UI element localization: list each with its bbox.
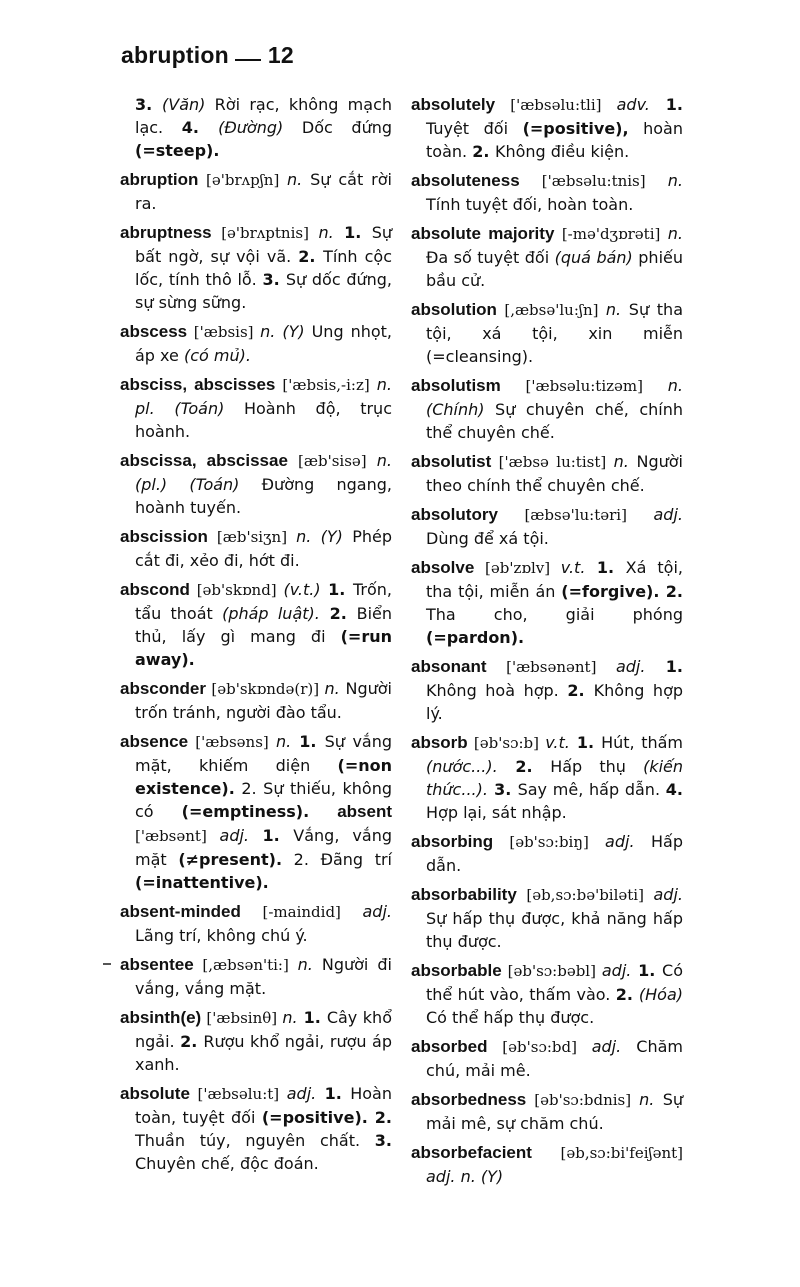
grammar-label: n. — [297, 955, 313, 974]
definition-text: Sự vắng mặt, khiếm diện — [135, 732, 393, 775]
definition-text: Hợp lại, sát nhập. — [426, 803, 567, 822]
dictionary-entry — [120, 900, 392, 947]
bold-text: (≠present). — [178, 850, 283, 869]
headword: absonant — [411, 657, 487, 676]
pronunciation: [əb'sɔ:bd] — [487, 1038, 592, 1056]
definition-text — [309, 802, 337, 821]
headword: absolution — [411, 300, 497, 319]
grammar-label: n. — [276, 732, 292, 751]
grammar-label: adj. n. (Y) — [426, 1167, 504, 1186]
definition-text: Không điều kiện. — [494, 142, 630, 161]
pronunciation: [ə'brʌpʃn] — [198, 171, 287, 189]
definition-text: Đường ngang, hoành tuyến. — [135, 475, 392, 517]
headword: absolute majority — [411, 224, 555, 243]
bold-text: (=non existence). — [135, 756, 392, 798]
definition-text: Biển thủ, lấy gì mang đi — [135, 604, 393, 646]
dictionary-entry — [411, 374, 683, 444]
definition-text: Dốc đứng — [283, 118, 393, 137]
bold-text: 2. — [615, 985, 639, 1004]
headword: absconder — [120, 679, 206, 698]
bold-text: (=pardon). — [426, 628, 525, 647]
grammar-label: n. (Y) — [296, 527, 343, 546]
bold-text: 3. — [487, 780, 518, 799]
grammar-label: v.t. — [545, 733, 570, 752]
dictionary-entry — [120, 730, 392, 894]
grammar-label: adv. — [616, 95, 650, 114]
definition-text: Hút, thấm — [601, 733, 683, 752]
definition-text: Trốn, tẩu thoát — [135, 580, 392, 623]
dictionary-entry — [411, 93, 683, 163]
pronunciation: ['æbsinθ] — [201, 1009, 283, 1027]
dictionary-entry — [120, 373, 392, 443]
pronunciation: [,æbsən'ti:] — [193, 956, 298, 974]
bold-text: (=positive). — [261, 1108, 368, 1127]
headword: abruption — [120, 170, 199, 189]
italic-text: (Đường) — [218, 118, 284, 137]
dictionary-entry — [120, 1006, 392, 1076]
definition-text: Rượu khổ ngải, rượu áp xanh. — [135, 1032, 392, 1074]
grammar-label: adj. — [286, 1084, 317, 1103]
definition-text: 2. Sự thiếu, không có — [135, 779, 392, 821]
definition-text: Dùng để xá tội. — [426, 529, 549, 548]
bold-text: 1. — [249, 826, 294, 845]
grammar-label: n. — [318, 223, 334, 242]
bold-text: 1. — [585, 558, 626, 577]
grammar-label: adj. — [591, 1037, 622, 1056]
pronunciation: ['æbsəns] — [188, 733, 277, 751]
definition-text: Lãng trí, không chú ý. — [135, 926, 308, 945]
grammar-label: n. — [639, 1090, 655, 1109]
grammar-label: adj. — [653, 505, 683, 524]
pronunciation: ['æbsə lu:tist] — [491, 453, 614, 471]
grammar-label: n. — [286, 170, 303, 189]
bold-text: 1. — [333, 223, 372, 242]
headword: absolute — [120, 1084, 190, 1103]
bold-text: (=inattentive). — [135, 873, 269, 892]
header-word: abruption — [121, 42, 229, 68]
bold-text: 4. — [665, 780, 683, 799]
definition-text: Tính cộc lốc, tính thô lỗ. — [135, 247, 393, 289]
definition-text: Hoành độ, trục hoành. — [135, 399, 392, 441]
grammar-label: (v.t.) — [283, 580, 321, 599]
pronunciation: [-maindid] — [240, 903, 363, 921]
definition-text: Sự hấp thụ được, khả năng hấp thụ được. — [426, 909, 683, 951]
pronunciation: [əb'sɔ:biŋ] — [493, 833, 606, 851]
definition-text: Sự mải mê, sự chăm chú. — [426, 1090, 683, 1133]
bold-text: 3. — [262, 270, 286, 289]
bold-text: (=forgive). — [561, 582, 660, 601]
italic-text: (nước...). — [426, 757, 498, 776]
italic-text: (Hóa) — [638, 985, 684, 1004]
bold-text: 2. — [367, 1108, 392, 1127]
bold-text: (=run away). — [135, 627, 392, 669]
definition-text: Người đi vắng, vắng mặt. — [135, 955, 392, 998]
page-number: 12 — [267, 42, 294, 68]
dictionary-entry — [120, 168, 392, 215]
definition-text: Cây khổ ngải. — [135, 1008, 392, 1051]
definition-text: Rời rạc, không mạch lạc. — [135, 95, 393, 137]
bold-text: 2. — [319, 604, 357, 623]
definition-text: Tuyệt đối — [426, 119, 523, 138]
dictionary-entry — [411, 959, 683, 1029]
bold-text: 1. — [645, 657, 683, 676]
bold-text: 2. — [298, 247, 324, 266]
definition-text: hoàn toàn. — [426, 119, 683, 161]
left-column — [120, 93, 392, 1181]
headword: absent-minded — [120, 902, 241, 921]
grammar-label: adj. — [601, 961, 632, 980]
bold-text: 1. — [316, 1084, 351, 1103]
definition-text: Không hoà hợp. — [426, 681, 568, 700]
headword: absolutism — [411, 376, 501, 395]
dictionary-entry — [411, 655, 683, 725]
definition-text: Chăm chú, mải mê. — [426, 1037, 683, 1080]
bold-text: 2. — [180, 1032, 204, 1051]
definition-text: Sự tha tội, xá tội, xin miễn (=cleansing). — [426, 300, 683, 366]
definition-text: Có thể hấp thụ được. — [426, 1008, 595, 1027]
definition-text: Người theo chính thể chuyên chế. — [426, 452, 683, 495]
dictionary-entry — [120, 320, 392, 367]
dictionary-entry — [411, 883, 683, 953]
bold-text: 1. — [631, 961, 663, 980]
headword: absorbed — [411, 1037, 488, 1056]
definition-text: Người trốn tránh, người đào tẩu. — [135, 679, 392, 722]
bold-text: 2. — [497, 757, 551, 776]
grammar-label: n. pl. (Toán) — [135, 375, 392, 418]
grammar-label: n. (Chính) — [426, 376, 683, 419]
dictionary-entry — [411, 556, 683, 649]
pronunciation: [əb,sɔ:bə'biləti] — [516, 886, 654, 904]
pronunciation: ['æbsis] — [187, 323, 261, 341]
headword: absorbing — [411, 832, 494, 851]
dictionary-entry — [411, 1035, 683, 1082]
dictionary-entry — [120, 953, 392, 1000]
bold-text: 1. — [320, 580, 353, 599]
dictionary-entry — [411, 222, 683, 292]
headword: absoluteness — [411, 171, 520, 190]
grammar-label: n. — [282, 1008, 298, 1027]
definition-text: Vắng, vắng mặt — [135, 826, 392, 869]
headword: absorbedness — [411, 1090, 527, 1109]
right-column — [411, 93, 683, 1194]
pronunciation: [æbsə'lu:təri] — [497, 506, 654, 524]
pronunciation: [əb'sɔ:bdnis] — [526, 1091, 640, 1109]
grammar-label: adj. — [653, 885, 683, 904]
definition-text: Thuần túy, nguyên chất. — [135, 1131, 375, 1150]
dictionary-entry — [120, 677, 392, 724]
dictionary-entry — [411, 1141, 683, 1188]
pronunciation: [æb'sisə] — [287, 452, 377, 470]
dictionary-entry — [411, 450, 683, 497]
pronunciation: ['æbsənənt] — [486, 658, 616, 676]
headword: absolve — [411, 558, 475, 577]
grammar-label: n. — [667, 224, 683, 243]
bold-text: 1. — [569, 733, 602, 752]
italic-text: (Văn) — [162, 95, 206, 114]
bold-text: 2. — [567, 681, 594, 700]
pronunciation: ['æbsəlu:tizəm] — [500, 377, 668, 395]
bold-text: 1. — [291, 732, 325, 751]
definition-text: Không hợp lý. — [426, 681, 684, 723]
definition-text: Sự bất ngờ, sự vội vã. — [135, 223, 392, 266]
dictionary-entry — [120, 578, 392, 671]
headword: abscess — [120, 322, 188, 341]
grammar-label: adj. — [605, 832, 635, 851]
headword: absorbability — [411, 885, 517, 904]
bold-text: 1. — [297, 1008, 327, 1027]
pronunciation: [əb'skɒnd] — [189, 581, 284, 599]
bold-text: (=steep). — [135, 141, 220, 160]
bold-text: 2. — [472, 142, 495, 161]
pronunciation: [əb'sɔ:bəbl] — [501, 962, 602, 980]
grammar-label: n. (Y) — [260, 322, 305, 341]
headword: abscissa, abscissae — [120, 451, 288, 470]
headword: absolutely — [411, 95, 496, 114]
headword: absorbefacient — [411, 1143, 532, 1162]
dictionary-entry — [120, 1082, 392, 1175]
headword: absorb — [411, 733, 468, 752]
grammar-label: n. (pl.) (Toán) — [135, 451, 392, 494]
dictionary-entry — [411, 731, 683, 824]
dictionary-entry — [120, 449, 392, 519]
grammar-label: adj. — [615, 657, 646, 676]
definition-text: Có thể hút vào, thấm vào. — [426, 961, 683, 1004]
pronunciation: [,æbsə'lu:ʃn] — [496, 301, 606, 319]
header-rule — [235, 59, 261, 61]
page-header — [121, 42, 294, 69]
bold-text: 3. — [135, 95, 162, 114]
bold-text: 1. — [649, 95, 683, 114]
pronunciation: [əb'zɒlv] — [474, 559, 561, 577]
pronunciation: ['æbsəlu:t] — [189, 1085, 287, 1103]
pronunciation: [əb'skɒndə(r)] — [205, 680, 325, 698]
pronunciation: [əb'sɔ:b] — [467, 734, 546, 752]
italic-text: (kiến thức...). — [426, 757, 683, 799]
headword: absentee — [120, 955, 194, 974]
pronunciation: [ə'brʌptnis] — [211, 224, 319, 242]
dictionary-entry — [411, 169, 683, 216]
dictionary-entry — [411, 298, 683, 368]
entry-continuation — [120, 93, 392, 162]
grammar-label: n. — [605, 300, 622, 319]
definition-text: Say mê, hấp dẫn. — [517, 780, 666, 799]
headword: abruptness — [120, 223, 212, 242]
bold-text: 2. — [659, 582, 684, 601]
definition-text: Chuyên chế, độc đoán. — [135, 1154, 319, 1173]
definition-text: Tha cho, giải phóng — [426, 605, 683, 624]
grammar-label: n. — [324, 679, 340, 698]
definition-text: Hấp dẫn. — [426, 832, 684, 875]
definition-text: Hấp thụ — [550, 757, 644, 776]
definition-text: Sự dốc đứng, sự sừng sững. — [135, 270, 393, 312]
pronunciation: [əb,sɔ:bi'feiʃənt] — [531, 1144, 683, 1162]
headword: absorbable — [411, 961, 502, 980]
definition-text: phiếu bầu cử. — [426, 248, 683, 290]
pronunciation: ['æbsənt] — [135, 827, 220, 845]
italic-text: (có mủ). — [183, 346, 251, 365]
definition-text: 2. Đãng trí — [282, 850, 393, 869]
definition-text: Phép cắt đi, xẻo đi, hớt đi. — [135, 527, 393, 570]
pronunciation: ['æbsəlu:tli] — [495, 96, 617, 114]
dictionary-entry — [411, 1088, 683, 1135]
dictionary-entry — [120, 221, 392, 314]
grammar-label: adj. — [362, 902, 392, 921]
pronunciation: [-mə'dʒɒrəti] — [554, 225, 668, 243]
headword: abscond — [120, 580, 190, 599]
italic-text: (quá bán) — [554, 248, 633, 267]
bold-text: (=emptiness). — [181, 802, 310, 821]
bold-text: (=positive), — [522, 119, 629, 138]
dictionary-entry — [411, 503, 683, 550]
headword: absolutist — [411, 452, 492, 471]
definition-text: Xá tội, tha tội, miễn án — [426, 558, 683, 601]
dictionary-entry — [120, 525, 392, 572]
definition-text: Sự cắt rời ra. — [135, 170, 392, 213]
definition-text: Đa số tuyệt đối — [426, 248, 555, 267]
grammar-label: adj. — [219, 826, 250, 845]
headword: absolutory — [411, 505, 498, 524]
definition-text: Sự chuyên chế, chính thể chuyên chế. — [426, 400, 683, 442]
headword: absciss, abscisses — [120, 375, 276, 394]
dictionary-entry — [411, 830, 683, 877]
pronunciation: ['æbsis,-i:z] — [275, 376, 377, 394]
grammar-label: n. — [667, 171, 683, 190]
definition-text: Tính tuyệt đối, hoàn toàn. — [426, 195, 634, 214]
grammar-label: n. — [613, 452, 629, 471]
bold-text: 3. — [374, 1131, 392, 1150]
headword: abscission — [120, 527, 208, 546]
margin-mark — [103, 963, 111, 965]
headword: absent — [337, 802, 392, 821]
italic-text: (pháp luật). — [222, 604, 320, 623]
headword: absinth(e) — [120, 1008, 202, 1027]
headword: absence — [120, 732, 189, 751]
pronunciation: [æb'siʒn] — [207, 528, 297, 546]
definition-text: Hoàn toàn, tuyệt đối — [135, 1084, 392, 1127]
bold-text: 4. — [181, 118, 219, 137]
definition-text: Ung nhọt, áp xe — [135, 322, 393, 365]
grammar-label: v.t. — [560, 558, 586, 577]
pronunciation: ['æbsəlu:tnis] — [519, 172, 668, 190]
